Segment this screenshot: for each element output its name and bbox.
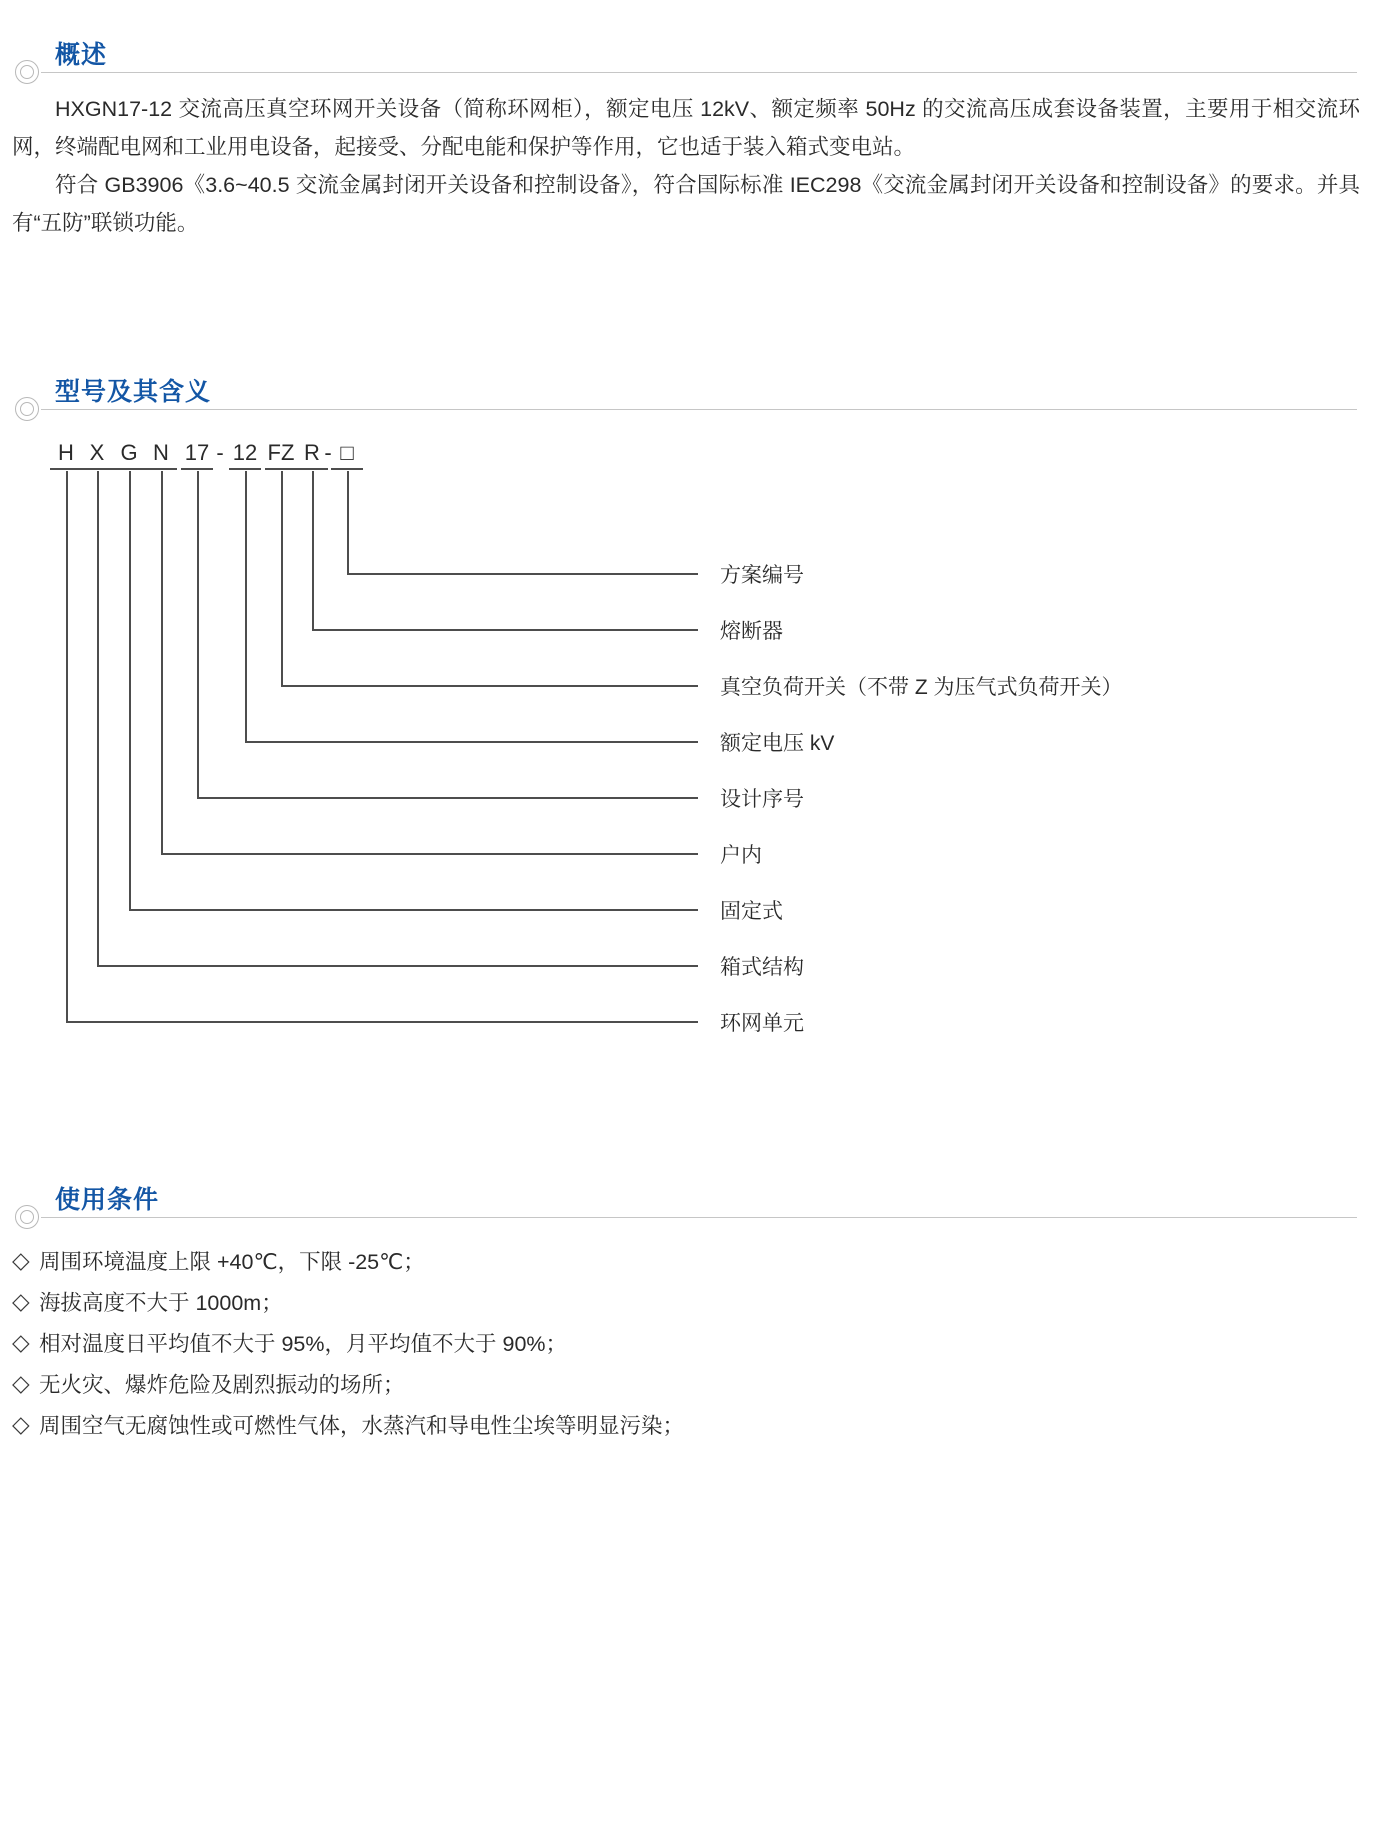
diagram-horizontal-line xyxy=(197,797,698,799)
diamond-bullet-icon: ◇ xyxy=(12,1411,30,1437)
diagram-label-7: 箱式结构 xyxy=(720,956,804,979)
model-code-7: FZ xyxy=(267,440,295,465)
model-code-2: G xyxy=(120,440,138,465)
section-rule xyxy=(41,1217,1357,1218)
diagram-vertical-line xyxy=(245,471,247,741)
diagram-label-2: 真空负荷开关（不带 Z 为压气式负荷开关） xyxy=(720,676,1123,699)
section-header-conditions xyxy=(0,1180,1373,1244)
model-code-10: □ xyxy=(340,440,354,465)
diagram-horizontal-line xyxy=(66,1021,698,1023)
model-code-9: - xyxy=(324,440,332,465)
code-underline xyxy=(181,468,213,470)
diagram-label-4: 设计序号 xyxy=(720,788,804,811)
diagram-vertical-line xyxy=(129,471,131,909)
code-underline xyxy=(113,468,145,470)
code-underline xyxy=(296,468,328,470)
condition-text: 周围空气无腐蚀性或可燃性气体，水蒸汽和导电性尘埃等明显污染； xyxy=(39,1414,685,1438)
diagram-horizontal-line xyxy=(97,965,698,967)
diagram-vertical-line xyxy=(97,471,99,965)
condition-text: 相对温度日平均值不大于 95%，月平均值不大于 90%； xyxy=(39,1332,568,1356)
diamond-bullet-icon: ◇ xyxy=(12,1329,30,1355)
condition-text: 无火灾、爆炸危险及剧烈振动的场所； xyxy=(39,1373,405,1397)
code-underline xyxy=(265,468,297,470)
condition-item-2 xyxy=(12,1322,1360,1363)
code-underline xyxy=(331,468,363,470)
diagram-label-3: 额定电压 kV xyxy=(720,732,835,755)
diagram-vertical-line xyxy=(66,471,68,1021)
section-title-overview: 概述 xyxy=(55,41,108,69)
model-code-3: N xyxy=(153,440,169,465)
model-code-6: 12 xyxy=(232,440,258,465)
diagram-vertical-line xyxy=(161,471,163,853)
diamond-bullet-icon: ◇ xyxy=(12,1370,30,1396)
code-underline xyxy=(229,468,261,470)
code-underline xyxy=(50,468,82,470)
condition-item-1 xyxy=(12,1281,1360,1322)
diagram-horizontal-line xyxy=(129,909,698,911)
overview-paragraph-1: HXGN17-12 交流高压真空环网开关设备（简称环网柜），额定电压 12kV、额定频率 50Hz 的交流高压成套设备装置，主要用于相交流环网，终端配电网和工业用电设备，起接受、分配电能和保护等作用，它也适于装入箱式变电站。 xyxy=(12,97,1360,159)
model-code-1: X xyxy=(89,440,105,465)
section-title-conditions: 使用条件 xyxy=(55,1186,160,1214)
diagram-horizontal-line xyxy=(347,573,698,575)
condition-item-3 xyxy=(12,1363,1360,1404)
diagram-label-1: 熔断器 xyxy=(720,620,783,643)
ring-icon-inner xyxy=(20,1210,34,1224)
diagram-label-5: 户内 xyxy=(720,844,762,867)
diamond-bullet-icon: ◇ xyxy=(12,1288,30,1314)
ring-icon xyxy=(15,1205,39,1229)
model-code-5: - xyxy=(216,440,224,465)
condition-text: 周围环境温度上限 +40℃，下限 -25℃； xyxy=(39,1250,425,1274)
model-code-8: R xyxy=(304,440,320,465)
model-code-0: H xyxy=(58,440,74,465)
diagram-horizontal-line xyxy=(161,853,698,855)
diagram-vertical-line xyxy=(347,471,349,573)
diagram-vertical-line xyxy=(281,471,283,685)
model-code-4: 17 xyxy=(184,440,210,465)
section-title-model: 型号及其含义 xyxy=(55,378,212,406)
diagram-horizontal-line xyxy=(245,741,698,743)
diagram-horizontal-line xyxy=(312,629,698,631)
condition-text: 海拔高度不大于 1000m； xyxy=(39,1291,283,1315)
diagram-label-8: 环网单元 xyxy=(720,1012,804,1035)
diagram-horizontal-line xyxy=(281,685,698,687)
diagram-vertical-line xyxy=(312,471,314,629)
condition-item-4 xyxy=(12,1404,1360,1445)
diamond-bullet-icon: ◇ xyxy=(12,1247,30,1273)
diagram-label-0: 方案编号 xyxy=(720,564,804,587)
condition-item-0 xyxy=(12,1240,1360,1281)
code-underline xyxy=(81,468,113,470)
conditions-list xyxy=(12,1240,1360,1445)
diagram-vertical-line xyxy=(197,471,199,797)
overview-paragraph-2: 符合 GB3906《3.6~40.5 交流金属封闭开关设备和控制设备》，符合国际标准 IEC298《交流金属封闭开关设备和控制设备》的要求。并具有“五防”联锁功能。 xyxy=(12,173,1360,235)
diagram-label-6: 固定式 xyxy=(720,900,783,923)
code-underline xyxy=(145,468,177,470)
